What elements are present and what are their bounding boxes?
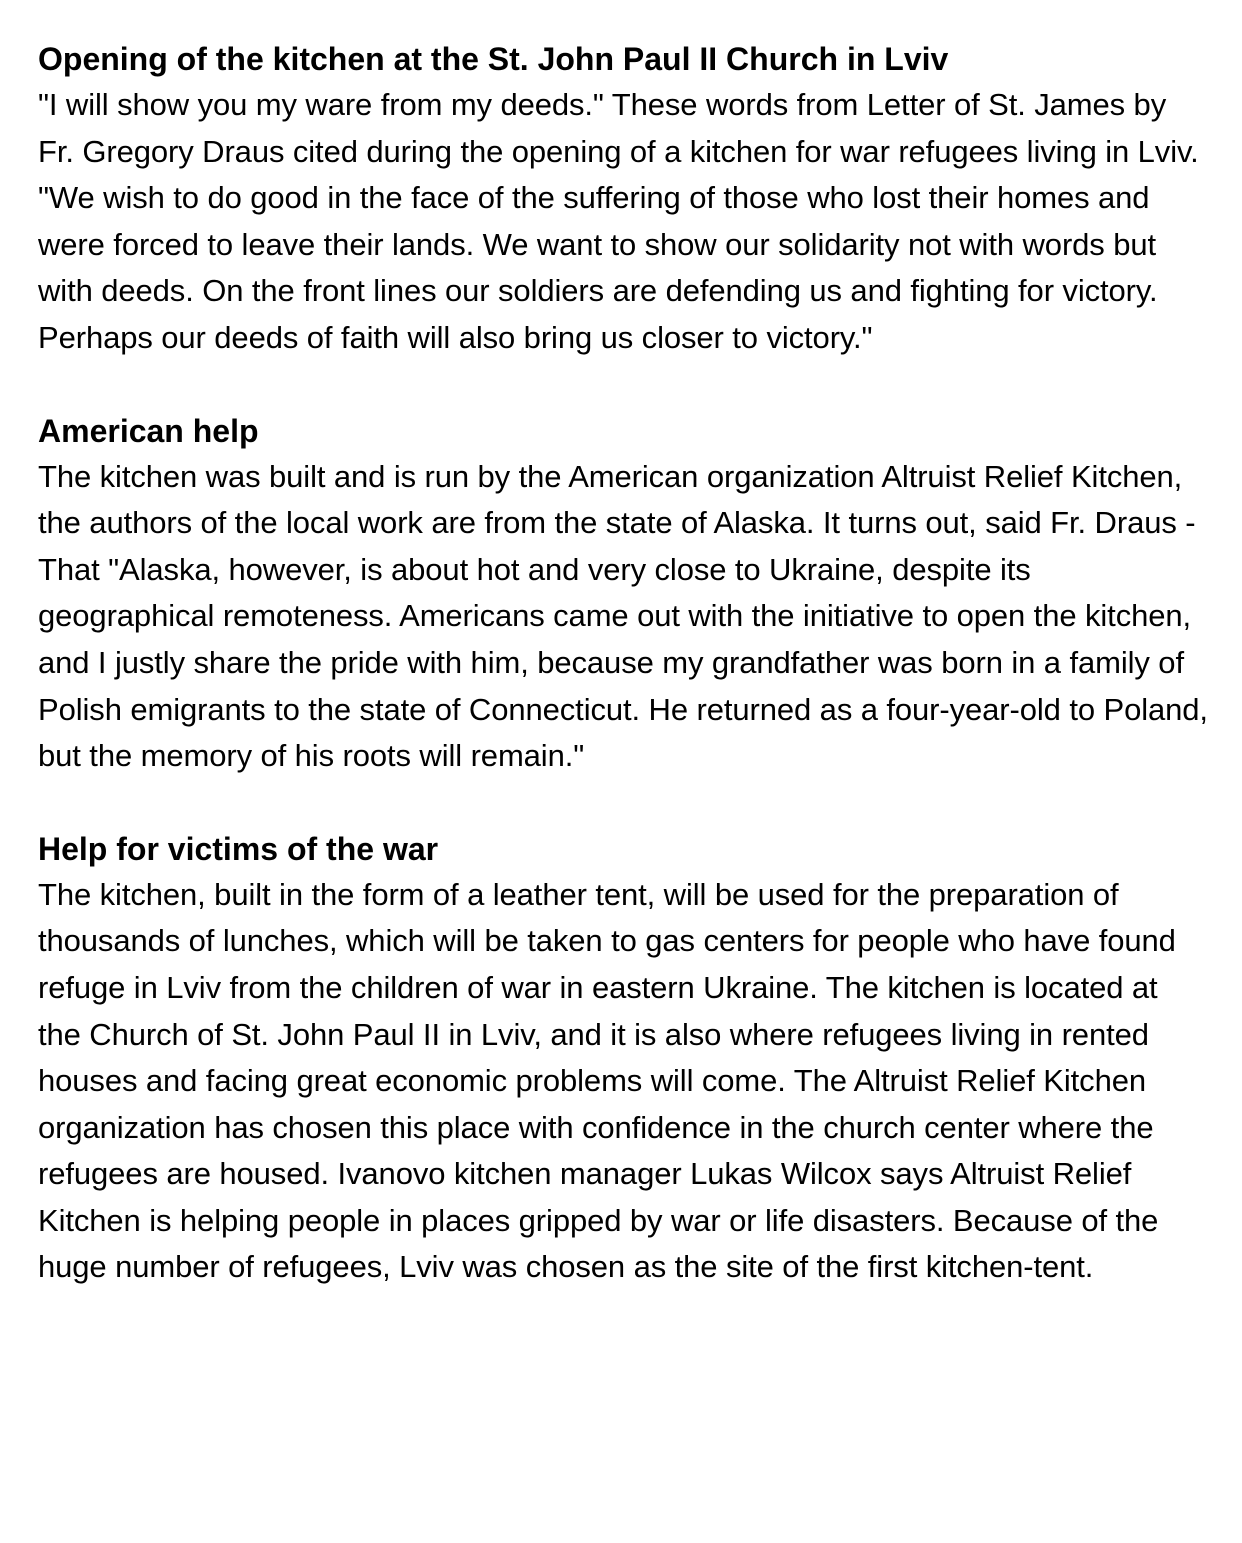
section-paragraph: The kitchen was built and is run by the American organization Altruist Relief Kitchen, the authors of the local work are from the state of Alaska. It turns out, said Fr. Draus - That "Alaska, however, is about hot and very close to Ukraine, despite its geographical remoteness. Americans came out with the initiative to open the kitchen, and I justly share the pride with him, because my grandfather was born in a family of Polish emigrants to the state of Connecticut. He returned as a four-year-old to Poland, but the memory of his roots will remain." bbox=[38, 458, 1208, 774]
section-heading: Opening of the kitchen at the St. John Paul II Church in Lviv bbox=[38, 41, 949, 77]
article bbox=[38, 36, 1208, 1337]
section-heading: Help for victims of the war bbox=[38, 830, 439, 867]
section-paragraph: The kitchen, built in the form of a leather tent, will be used for the preparation of thousands of lunches, which will be taken to gas centers for people who have found refuge in Lviv from the children of war in eastern Ukraine. The kitchen is located at the Church of St. John Paul II in Lviv, and it is also where refugees living in rented houses and facing great economic problems will come. The Altruist Relief Kitchen organization has chosen this place with confidence in the church center where the refugees are housed. Ivanovo kitchen manager Lukas Wilcox says Altruist Relief Kitchen is helping people in places gripped by war or life disasters. Because of the huge number of refugees, Lviv was chosen as the site of the first kitchen-tent. bbox=[38, 876, 1176, 1285]
section-paragraph: "I will show you my ware from my deeds." These words from Letter of St. James by Fr. Gregory Draus cited during the opening of a kitchen for war refugees living in Lviv. "We wish to do good in the face of the suffering of those who lost their homes and were forced to leave their lands. We want to show our solidarity not with words but with deeds. On the front lines our soldiers are defending us and fighting for victory. Perhaps our deeds of faith will also bring us closer to victory." bbox=[38, 87, 1199, 355]
section-heading: American help bbox=[38, 412, 259, 449]
section-american-help bbox=[38, 408, 1208, 780]
section-help-for-victims bbox=[38, 826, 1208, 1291]
section-opening-of-kitchen bbox=[38, 36, 1208, 362]
